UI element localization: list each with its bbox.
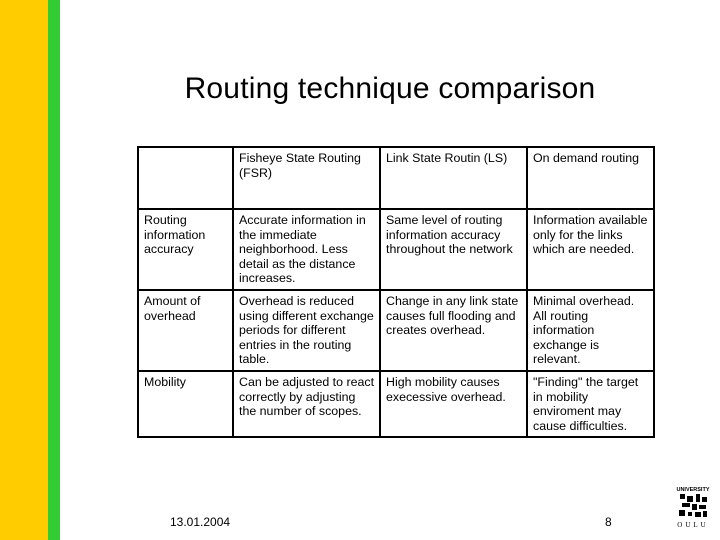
university-logo-icon: [675, 484, 711, 530]
header-cell-ls: Link State Routin (LS): [380, 147, 527, 209]
table-cell: Same level of routing information accuracy throughout the network: [380, 209, 527, 290]
page-number: 8: [605, 515, 612, 529]
table-row: [138, 371, 654, 437]
left-yellow-bar: [0, 0, 48, 540]
row-label: Mobility: [138, 371, 233, 437]
table-cell: Minimal overhead. All routing information exchange is relevant.: [527, 290, 654, 371]
header-cell-empty: [138, 147, 233, 209]
table-cell: "Finding" the target in mobility enviroment may cause difficulties.: [527, 371, 654, 437]
table-cell: Accurate information in the immediate neighborhood. Less detail as the distance increases.: [233, 209, 380, 290]
table-row: [138, 209, 654, 290]
header-cell-on-demand: On demand routing: [527, 147, 654, 209]
table-cell: High mobility causes execessive overhead.: [380, 371, 527, 437]
svg-text:OULU: OULU: [677, 521, 709, 529]
slide-title: Routing technique comparison: [184, 72, 596, 105]
footer-date: 13.01.2004: [170, 515, 231, 529]
table-cell: Can be adjusted to react correctly by adjusting the number of scopes.: [233, 371, 380, 437]
comparison-table: [137, 146, 655, 438]
table-row: [138, 290, 654, 371]
left-green-bar: [48, 0, 60, 540]
svg-text:UNIVERSITY: UNIVERSITY: [676, 487, 710, 493]
row-label: Routing information accuracy: [138, 209, 233, 290]
table-header-row: [138, 147, 654, 209]
table-cell: Overhead is reduced using different exchange periods for different entries in the routing table.: [233, 290, 380, 371]
table-cell: Information available only for the links which are needed.: [527, 209, 654, 290]
header-cell-fsr: Fisheye State Routing (FSR): [233, 147, 380, 209]
row-label: Amount of overhead: [138, 290, 233, 371]
table-cell: Change in any link state causes full flooding and creates overhead.: [380, 290, 527, 371]
